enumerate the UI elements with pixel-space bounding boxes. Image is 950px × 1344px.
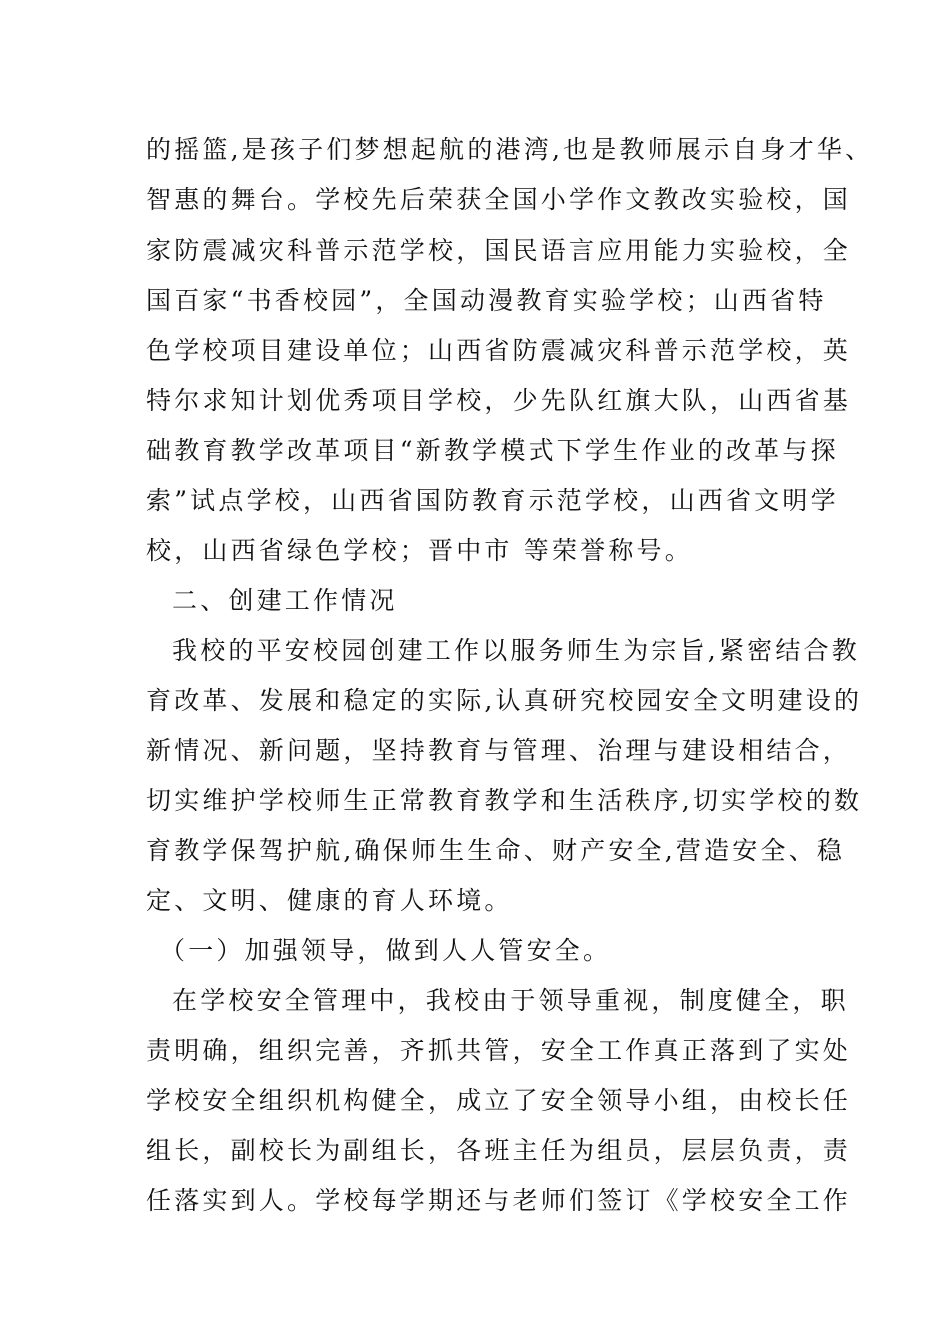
- body-text-line: 特尔求知计划优秀项目学校，少先队红旗大队，山西省基: [146, 386, 852, 415]
- body-text-line: 础教育教学改革项目“新教学模式下学生作业的改革与探: [146, 436, 839, 465]
- body-text-line: 切实维护学校师生正常教育教学和生活秩序,切实学校的数: [146, 786, 863, 815]
- body-text-line: 任落实到人。学校每学期还与老师们签订《学校安全工作: [146, 1186, 852, 1215]
- body-text-line: 组长，副校长为副组长，各班主任为组员，层层负责，责: [146, 1136, 852, 1165]
- body-text-line: 学校安全组织机构健全，成立了安全领导小组，由校长任: [146, 1086, 852, 1115]
- body-text-line: 色学校项目建设单位；山西省防震减灾科普示范学校，英: [146, 336, 852, 365]
- body-text-line: 育教学保驾护航,确保师生生命、财产安全,营造安全、稳: [146, 836, 846, 865]
- body-text-line: 的摇篮,是孩子们梦想起航的港湾,也是教师展示自身才华、: [146, 135, 874, 164]
- body-text-line: 育改革、发展和稳定的实际,认真研究校园安全文明建设的: [146, 686, 863, 715]
- paragraph-first-line: 在学校安全管理中，我校由于领导重视，制度健全，职: [172, 986, 849, 1015]
- body-text-line: 校，山西省绿色学校；晋中市 等荣誉称号。: [146, 536, 693, 565]
- paragraph-first-line: 我校的平安校园创建工作以服务师生为宗旨,紧密结合教: [172, 636, 860, 665]
- body-text-line: 索”试点学校，山西省国防教育示范学校，山西省文明学: [146, 486, 839, 515]
- section-heading: 二、创建工作情况: [172, 586, 398, 615]
- body-text-line: 定、文明、健康的育人环境。: [146, 886, 513, 915]
- body-text-line: 新情况、新问题，坚持教育与管理、治理与建设相结合，: [146, 736, 852, 765]
- body-text-line: 责明确，组织完善，齐抓共管，安全工作真正落到了实处: [146, 1036, 852, 1065]
- body-text-line: 家防震减灾科普示范学校，国民语言应用能力实验校，全: [146, 236, 852, 265]
- body-text-line: 国百家“书香校园”，全国动漫教育实验学校；山西省特: [146, 286, 827, 315]
- subsection-heading: （一）加强领导，做到人人管安全。: [160, 936, 612, 965]
- body-text-line: 智惠的舞台。学校先后荣获全国小学作文教改实验校，国: [146, 185, 852, 214]
